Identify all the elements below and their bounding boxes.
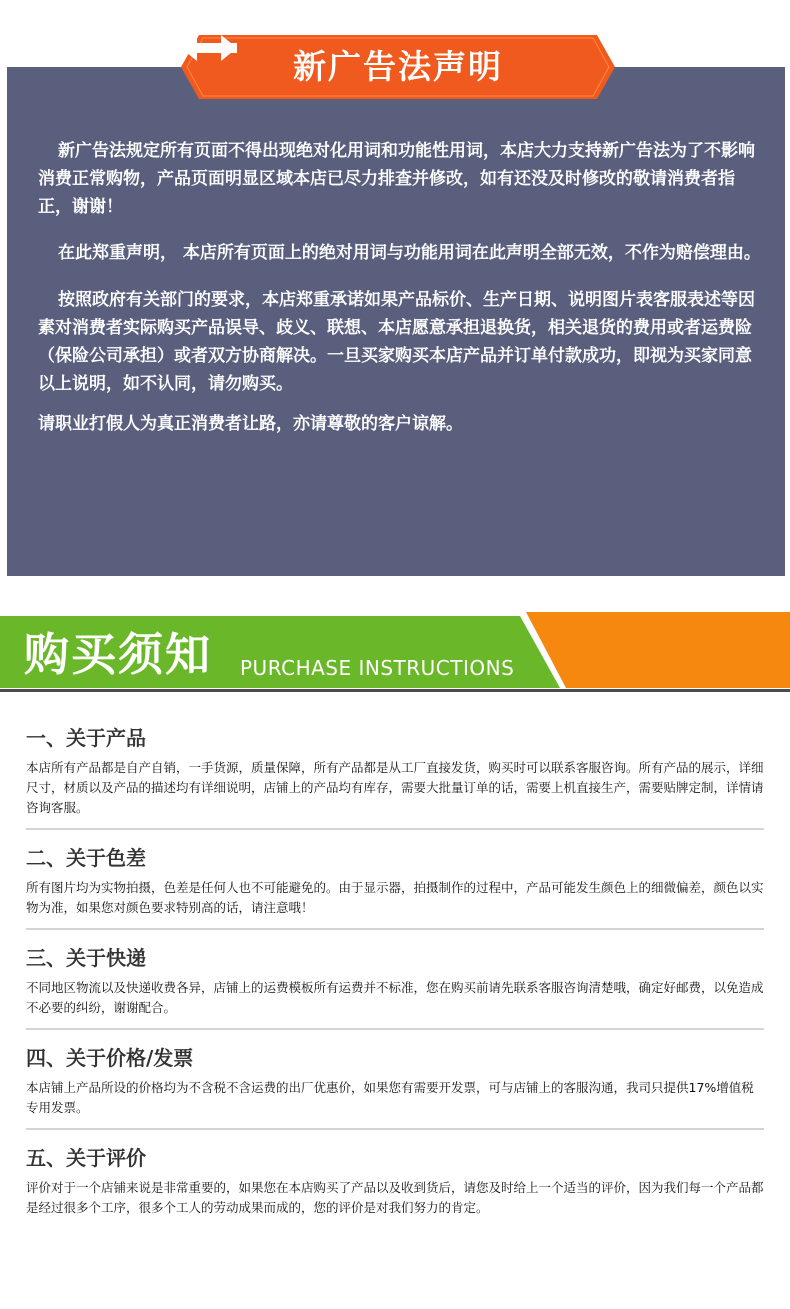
notice-paragraph: 请职业打假人为真正消费者让路，亦请尊敬的客户谅解。 <box>38 414 463 434</box>
section-review <box>26 1142 764 1228</box>
section-body: 所有图片均为实物拍摄，色差是任何人也不可能避免的。由于显示器，拍摄制作的过程中，产品可能发生颜色上的细微偏差，颜色以实物为准，如果您对颜色要求特别高的话，请注意哦！ <box>26 880 764 915</box>
notice-paragraph: 按照政府有关部门的要求，本店郑重承诺如果产品标价、生产日期、说明图片表客服表述等因素对消费者实际购买产品误导、歧义、联想、本店愿意承担退换货，相关退货的费用或者运费险（保险公司承担）或者双方协商解决。一旦买家购买本店产品并订单付款成功，即视为买家同意以上说明，如不认同，请勿购买。 <box>38 290 755 394</box>
notice-text <box>38 137 768 438</box>
section-title: 四、关于价格/发票 <box>26 1046 194 1070</box>
notice-paragraph: 新广告法规定所有页面不得出现绝对化用词和功能性用词，本店大力支持新广告法为了不影响消费正常购物，产品页面明显区域本店已尽力排查并修改，如有还没及时修改的敬请消费者指正，谢谢！ <box>38 141 755 217</box>
section-title: 二、关于色差 <box>26 846 146 870</box>
purchase-sections <box>26 722 764 1228</box>
purchase-header <box>0 612 790 695</box>
section-color <box>26 842 764 930</box>
section-body: 不同地区物流以及快递收费各异，店铺上的运费模板所有运费并不标准，您在购买前请先联系客服咨询清楚哦，确定好邮费，以免造成不必要的纠纷，谢谢配合。 <box>26 980 764 1015</box>
arrow-right-icon <box>181 35 237 61</box>
section-title: 三、关于快递 <box>26 946 146 970</box>
notice-paragraph: 在此郑重声明， 本店所有页面上的绝对用词与功能用词在此声明全部无效，不作为赔偿理由。 <box>58 243 761 263</box>
notice-title: 新广告法声明 <box>293 47 503 86</box>
notice-banner <box>181 35 615 99</box>
section-title: 一、关于产品 <box>26 726 146 750</box>
section-body: 本店铺上产品所设的价格均为不含税不含运费的出厂优惠价，如果您有需要开发票，可与店铺上的客服沟通，我司只提供17%增值税专用发票。 <box>26 1080 754 1115</box>
section-product <box>26 722 764 830</box>
purchase-title-cn: 购买须知 <box>24 628 213 681</box>
section-title: 五、关于评价 <box>26 1146 146 1170</box>
purchase-title-en: PURCHASE INSTRUCTIONS <box>240 656 515 680</box>
section-shipping <box>26 942 764 1030</box>
section-body: 评价对于一个店铺来说是非常重要的，如果您在本店购买了产品以及收到货后，请您及时给上一个适当的评价，因为我们每一个产品都是经过很多个工序，很多个工人的劳动成果而成的，您的评价是对我们努力的肯定。 <box>26 1180 764 1215</box>
section-price-invoice <box>26 1042 764 1130</box>
section-body: 本店所有产品都是自产自销，一手货源，质量保障，所有产品都是从工厂直接发货，购买时可以联系客服咨询。所有产品的展示，详细尺寸，材质以及产品的描述均有详细说明，店铺上的产品均有库存，需要大批量订单的话，需要上机直接生产，需要贴牌定制，详情请咨询客服。 <box>26 760 764 815</box>
